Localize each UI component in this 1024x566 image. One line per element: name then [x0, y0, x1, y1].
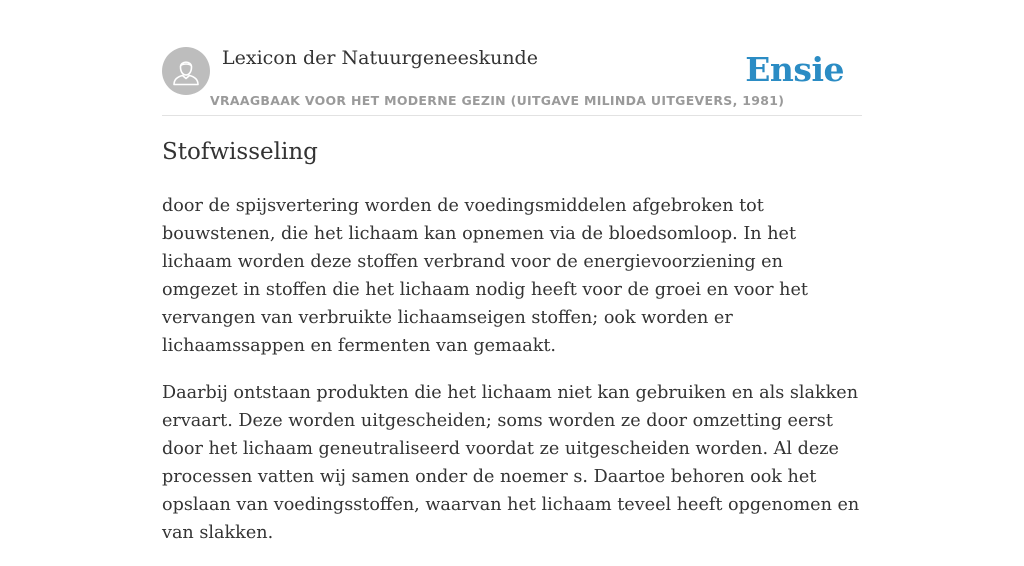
article-paragraph: door de spijsvertering worden de voedingsmiddelen afgebroken tot bouwstenen, die het lichaam kan opnemen via de bloedsomloop. In het lichaam worden deze stoffen verbrand voor de energievoorziening en omgezet in stoffen die het lichaam nodig heeft voor de groei en voor het vervangen van verbruikte lichaamseigen stoffen; ook worden er lichaamssappen en fermenten van gemaakt.: [162, 196, 808, 356]
user-silhouette-icon: [162, 47, 210, 95]
source-header: [162, 40, 862, 116]
ensie-logo[interactable]: Ensie: [745, 50, 844, 89]
source-subtitle: VRAAGBAAK VOOR HET MODERNE GEZIN (UITGAVE MILINDA UITGEVERS, 1981): [210, 93, 785, 108]
source-title-link[interactable]: Lexicon der Natuurgeneeskunde: [222, 47, 538, 69]
article-body: [162, 192, 862, 566]
avatar[interactable]: [162, 47, 210, 95]
article-paragraph: Daarbij ontstaan produkten die het lichaam niet kan gebruiken en als slakken ervaart. Deze worden uitgescheiden; soms worden ze door omzetting eerst door het lichaam geneutraliseerd voordat ze uitgescheiden worden. Al deze processen vatten wij samen onder de noemer s. Daartoe behoren ook het opslaan van voedingsstoffen, waarvan het lichaam teveel heeft opgenomen en van slakken.: [162, 383, 860, 543]
page-title: Stofwisseling: [162, 139, 318, 165]
